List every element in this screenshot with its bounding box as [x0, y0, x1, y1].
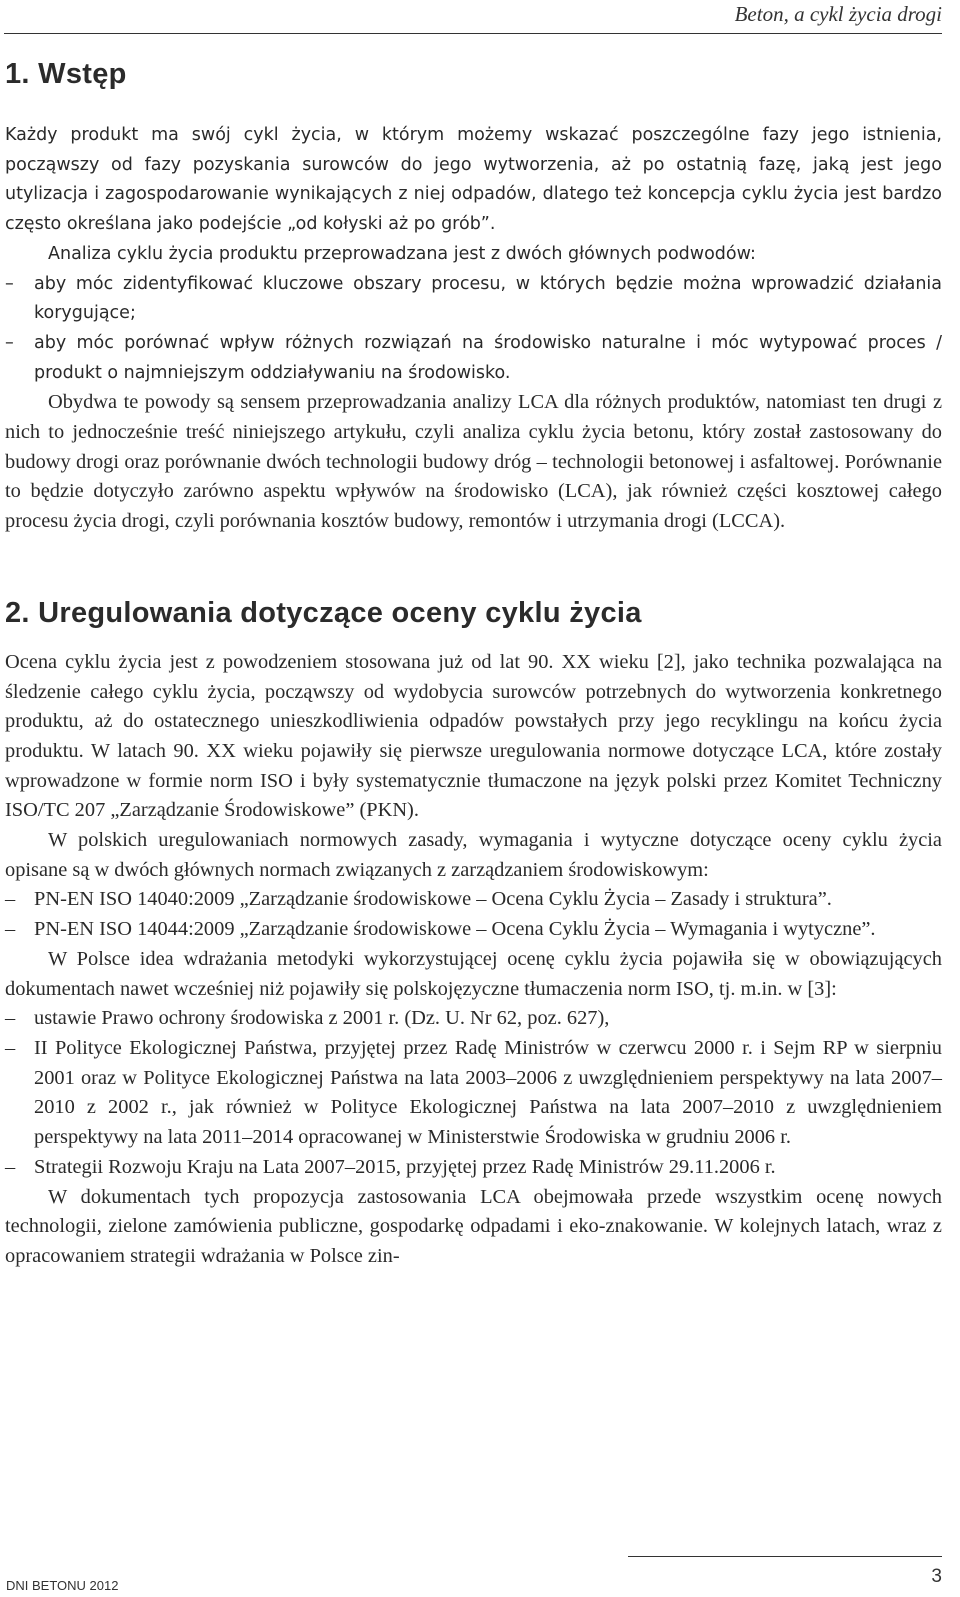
list-item: – Strategii Rozwoju Kraju na Lata 2007–2015, przyjętej przez Radę Ministrów 29.11.2006 r. [5, 1155, 776, 1178]
list-item: – PN-EN ISO 14040:2009 „Zarządzanie środowiskowe – Ocena Cyklu Życia – Zasady i struktura”. [5, 888, 832, 911]
footer-rule [628, 1556, 942, 1557]
section-2-paragraph-2: W polskich uregulowaniach normowych zasady, wymagania i wytyczne dotyczące oceny cyklu życia opisane są w dwóch głównych normach związanych z zarządzaniem środowiskowym: [5, 829, 942, 881]
running-title: Beton, a cykl życia drogi [734, 2, 942, 26]
list-item: – aby móc porównać wpływ różnych rozwiązań na środowisko naturalne i móc wytypować proces / produkt o najmniejszym oddziaływaniu na środowisko. [5, 332, 942, 383]
section-2-heading: 2. Uregulowania dotyczące oceny cyklu życia [5, 596, 642, 629]
section-1-paragraph-2: Analiza cyklu życia produktu przeprowadzana jest z dwóch głównych podwodów: [48, 243, 756, 264]
page-content [5, 58, 942, 1272]
list-item: – ustawie Prawo ochrony środowiska z 2001 r. (Dz. U. Nr 62, poz. 627), [5, 1007, 610, 1030]
footer-publication: DNI BETONU 2012 [6, 1578, 119, 1593]
section-2-paragraph-1: Ocena cyklu życia jest z powodzeniem stosowana już od lat 90. XX wieku [2], jako technika pozwalająca na śledzenie całego cyklu życia, począwszy od wydobycia surowców potrzebnych do wytworzenia konkretnego produktu, aż do ostatecznego unieszkodliwienia odpadów powstałych przy jego recyklingu na końcu życia produktu. W latach 90. XX wieku pojawiły się pierwsze uregulowania normowe dotyczące LCA, które zostały wprowadzone w formie norm ISO i były systematycznie tłumaczone na język polski przez Komitet Techniczny ISO/TC 207 „Zarządzanie Środowiskowe” (PKN). [5, 650, 942, 822]
section-1-paragraph-1: Każdy produkt ma swój cykl życia, w którym możemy wskazać poszczególne fazy jego istnienia, począwszy od fazy pozyskania surowców do jego wytworzenia, aż po ostatnią fazę, jaką jest jego utylizacja i zagospodarowanie wynikających z niej odpadów, dlatego też koncepcja cyklu życia jest bardzo często określana jako podejście „od kołyski aż po grób”. [5, 125, 942, 235]
page-number: 3 [931, 1566, 942, 1587]
header-rule [4, 33, 942, 34]
running-header [0, 0, 960, 36]
list-item: – PN-EN ISO 14044:2009 „Zarządzanie środowiskowe – Ocena Cyklu Życia – Wymagania i wytyczne”. [5, 918, 876, 941]
list-item: – aby móc zidentyfikować kluczowe obszary procesu, w których będzie można wprowadzić działania korygujące; [5, 273, 942, 324]
section-1-paragraph-3: Obydwa te powody są sensem przeprowadzania analizy LCA dla różnych produktów, natomiast ten drugi z nich to jednocześnie treść niniejszego artykułu, czyli analiza cyklu życia betonu, który został zastosowany do budowy drogi oraz porównanie dwóch technologii budowy dróg – technologii betonowej i asfaltowej. Porównanie to będzie dotyczyło zarówno aspektu wpływów na środowisko (LCA), jak również części kosztowej całego procesu życia drogi, czyli porównania kosztów budowy, remontów i utrzymania drogi (LCCA). [5, 391, 942, 533]
section-1-heading: 1. Wstęp [5, 58, 127, 90]
section-2-paragraph-4: W dokumentach tych propozycja zastosowania LCA obejmowała przede wszystkim ocenę nowych technologii, zielone zamówienia publiczne, gospodarkę odpadami i eko-znakowanie. W kolejnych latach, wraz z opracowaniem strategii wdrażania w Polsce zin- [5, 1185, 942, 1267]
list-item: – II Polityce Ekologicznej Państwa, przyjętej przez Radę Ministrów w czerwcu 2000 r. i Sejm RP w sierpniu 2001 oraz w Polityce Ekologicznej Państwa na lata 2003–2006 z uwzględnieniem perspektywy na lata 2007–2010 z 2002 r., jak również w Polityce Ekologicznej Państwa na lata 2007–2010 z uwzględnieniem perspektywy na lata 2011–2014 opracowanej w Ministerstwie Środowiska w grudniu 2006 r. [5, 1036, 942, 1149]
section-2-paragraph-3: W Polsce idea wdrażania metodyki wykorzystującej ocenę cyklu życia pojawiła się w obowiązujących dokumentach nawet wcześniej niż pojawiły się polskojęzyczne tłumaczenia norm ISO, tj. m.in. w [3]: [5, 947, 942, 1000]
